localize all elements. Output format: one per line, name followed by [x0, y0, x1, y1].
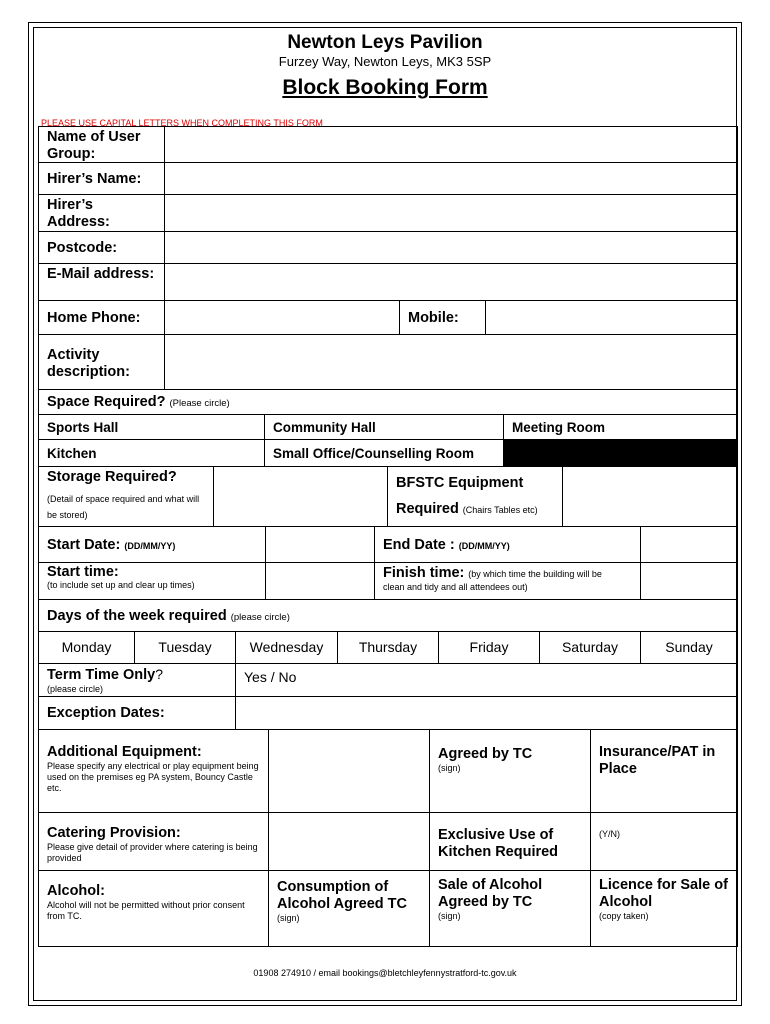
start-date-field[interactable]	[266, 527, 375, 563]
finish-time-field[interactable]	[641, 563, 738, 600]
licence-label: Licence for Sale of Alcohol	[599, 877, 728, 910]
mobile-field[interactable]	[486, 301, 738, 335]
bfstc-note: (Chairs Tables etc)	[462, 505, 538, 515]
space-kitchen[interactable]: Kitchen	[38, 440, 265, 467]
catering-note: Please give detail of provider where catering is being provided	[47, 842, 258, 863]
end-date-field[interactable]	[641, 527, 738, 563]
exclusive-kitchen-cell	[430, 813, 591, 871]
insurance-label: Insurance/PAT in Place	[599, 744, 716, 777]
equipment-agreed-note: (sign)	[438, 763, 461, 773]
bfstc-field[interactable]	[563, 467, 738, 527]
home-phone-field[interactable]	[165, 301, 400, 335]
term-time-label: Term Time Only	[47, 667, 156, 683]
day-wednesday[interactable]: Wednesday	[236, 632, 338, 664]
catering-cell	[38, 813, 269, 871]
term-time-cell: Term Time Only? (please circle)	[38, 664, 236, 697]
finish-time-cell: Finish time: (by which time the building will be clean and tidy and all attendees out)	[375, 563, 641, 600]
email-label: E-Mail address:	[38, 264, 165, 301]
catering-field[interactable]	[269, 813, 430, 871]
start-time-field[interactable]	[266, 563, 375, 600]
alcohol-label: Alcohol:	[47, 883, 105, 899]
sale-cell	[430, 871, 591, 947]
bfstc-line1: BFSTC Equipment	[396, 475, 524, 491]
equipment-agreed-label: Agreed by TC	[438, 746, 533, 762]
day-tuesday[interactable]: Tuesday	[135, 632, 236, 664]
consumption-cell	[269, 871, 430, 947]
form-page	[28, 22, 742, 1006]
equipment-label: Additional Equipment:	[47, 744, 202, 760]
start-time-cell	[38, 563, 266, 600]
equipment-field[interactable]	[269, 730, 430, 813]
alcohol-cell	[38, 871, 269, 947]
activity-label: Activity description:	[38, 335, 165, 390]
day-thursday[interactable]: Thursday	[338, 632, 439, 664]
exclusive-kitchen-yn[interactable]: (Y/N)	[591, 813, 738, 871]
capitals-instruction: PLEASE USE CAPITAL LETTERS WHEN COMPLETING THIS FORM	[41, 118, 323, 128]
finish-time-note: clean and tidy and all attendees out)	[383, 582, 528, 592]
hirer-name-field[interactable]	[165, 163, 738, 195]
licence-note: (copy taken)	[599, 911, 649, 921]
equipment-note: Please specify any electrical or play equipment being used on the premises eg PA system, Bouncy Castle etc.	[47, 761, 259, 793]
email-field[interactable]	[165, 264, 738, 301]
day-saturday[interactable]: Saturday	[540, 632, 641, 664]
finish-time-label: Finish time:	[383, 565, 465, 581]
blacked-out-cell	[504, 440, 738, 467]
space-small-office[interactable]: Small Office/Counselling Room	[265, 440, 504, 467]
hirer-name-label: Hirer’s Name:	[38, 163, 165, 195]
storage-label: Storage Required?	[47, 469, 177, 485]
start-time-label: Start time:	[47, 564, 119, 580]
mobile-label: Mobile:	[400, 301, 486, 335]
form-inner-border	[33, 27, 737, 1001]
start-time-note: (to include set up and clear up times)	[47, 580, 195, 590]
venue-title: Newton Leys Pavilion	[287, 32, 483, 53]
day-friday[interactable]: Friday	[439, 632, 540, 664]
licence-cell	[591, 871, 738, 947]
start-date-label: Start Date: (DD/MM/YY)	[38, 527, 266, 563]
term-time-yes-no[interactable]: Yes / No	[236, 664, 738, 697]
space-meeting-room[interactable]: Meeting Room	[504, 415, 738, 440]
bfstc-line2: Required	[396, 501, 459, 517]
equipment-cell	[38, 730, 269, 813]
postcode-label: Postcode:	[38, 232, 165, 264]
exception-dates-label: Exception Dates:	[38, 697, 236, 730]
term-time-note: (please circle)	[47, 684, 104, 694]
storage-field[interactable]	[214, 467, 388, 527]
home-phone-label: Home Phone:	[38, 301, 165, 335]
insurance-cell	[591, 730, 738, 813]
hirer-address-label: Hirer’s Address:	[38, 195, 165, 232]
alcohol-note: Alcohol will not be permitted without prior consent from TC.	[47, 900, 245, 921]
activity-field[interactable]	[165, 335, 738, 390]
storage-label-cell	[38, 467, 214, 527]
postcode-field[interactable]	[165, 232, 738, 264]
day-monday[interactable]: Monday	[38, 632, 135, 664]
consumption-label: Consumption of Alcohol Agreed TC	[277, 879, 407, 912]
sale-label: Sale of Alcohol Agreed by TC	[438, 877, 543, 910]
equipment-agreed-cell	[430, 730, 591, 813]
space-required-label: Space Required? (Please circle)	[38, 390, 738, 415]
user-group-field[interactable]	[165, 126, 738, 163]
catering-label: Catering Provision:	[47, 825, 181, 841]
days-required-label: Days of the week required (please circle)	[38, 600, 738, 632]
sale-note: (sign)	[438, 911, 461, 921]
day-sunday[interactable]: Sunday	[641, 632, 738, 664]
contact-footer: 01908 274910 / email bookings@bletchleyfennystratford-tc.gov.uk	[253, 968, 517, 978]
venue-address: Furzey Way, Newton Leys, MK3 5SP	[278, 54, 492, 69]
form-title: Block Booking Form	[282, 76, 488, 99]
bfstc-label-cell	[388, 467, 563, 527]
end-date-label: End Date : (DD/MM/YY)	[375, 527, 641, 563]
consumption-note: (sign)	[277, 913, 300, 923]
storage-note: (Detail of space required and what will be stored)	[47, 494, 200, 520]
hirer-address-field[interactable]	[165, 195, 738, 232]
space-community-hall[interactable]: Community Hall	[265, 415, 504, 440]
user-group-label: Name of User Group:	[38, 126, 165, 163]
space-sports-hall[interactable]: Sports Hall	[38, 415, 265, 440]
exclusive-kitchen-label: Exclusive Use of Kitchen Required	[438, 827, 559, 860]
exception-dates-field[interactable]	[236, 697, 738, 730]
